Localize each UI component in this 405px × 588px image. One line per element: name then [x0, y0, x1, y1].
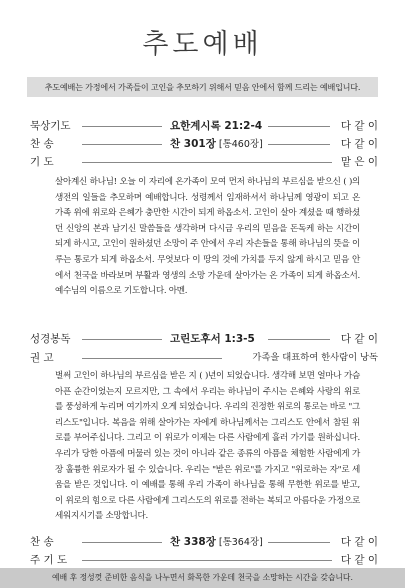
order-row-lords-prayer — [30, 552, 378, 568]
order-row-sermon — [30, 350, 378, 366]
order-label: 묵상기도 — [30, 120, 71, 132]
order-row-hymn-1 — [30, 136, 378, 152]
leader-line — [82, 560, 332, 561]
hymn-number: 찬 338장 [통364장] — [170, 536, 263, 548]
order-participant: 맡 은 이 — [340, 156, 378, 168]
order-row-hymn-2 — [30, 534, 378, 550]
order-label: 기 도 — [30, 156, 54, 168]
order-label: 권 고 — [30, 352, 54, 364]
footer-note: 예배 후 정성껏 준비한 음식을 나누면서 화목한 가운데 천국을 소망하는 시간을 갖습니다. — [0, 568, 405, 588]
order-participant: 다 같 이 — [340, 554, 378, 566]
order-participant: 다 같 이 — [340, 138, 378, 150]
leader-line — [268, 542, 330, 543]
leader-line — [82, 542, 162, 543]
page-title: 추도예배 — [142, 29, 263, 60]
order-label: 찬 송 — [30, 536, 54, 548]
leader-line — [82, 358, 222, 359]
scripture-ref: 요한계시록 21:2-4 — [170, 120, 263, 132]
order-participant: 다 같 이 — [340, 120, 378, 132]
scripture-ref: 고린도후서 1:3-5 — [170, 333, 255, 345]
leader-line — [82, 339, 162, 340]
order-row-silent-prayer — [30, 118, 378, 134]
order-row-prayer — [30, 154, 378, 170]
order-participant: 다 같 이 — [340, 333, 378, 345]
leader-line — [82, 162, 332, 163]
leader-line — [268, 144, 330, 145]
intro-banner: 추도예배는 가정에서 가족들이 고인을 추모하기 위해서 믿음 안에서 함께 드리는 예배입니다. — [27, 77, 378, 97]
order-participant: 다 같 이 — [340, 536, 378, 548]
order-row-reading — [30, 331, 378, 347]
order-label: 찬 송 — [30, 138, 54, 150]
leader-line — [268, 126, 330, 127]
leader-line — [268, 339, 330, 340]
order-label: 성경봉독 — [30, 333, 71, 345]
hymn-number: 찬 301장 [통460장] — [170, 138, 263, 150]
leader-line — [82, 144, 162, 145]
leader-line — [82, 126, 162, 127]
order-label: 주 기 도 — [30, 554, 68, 566]
order-participant: 가족을 대표하여 한사람이 낭독 — [252, 352, 378, 363]
prayer-text: 살아계신 하나님! 오늘 이 자리에 온가족이 모여 먼저 하나님의 부르심을 받으신 ( )의 생전의 일들을 추모하며 예배합니다. 성령께서 임재하셔서 하나님께 영광이 되고 온 가족 위에 위로와 은혜가 충만한 시간이 되게 하옵소서. 고인이 살아 계셨을 때 행하셨던 신앙의 본과 남기신 말씀들을 생각하며 다시금 우리의 믿음을 돈독케 하는 시간이 되게 하시고, 고인이 원하셨던 소망이 주 안에서 우리 자손들을 통해 하나님의 뜻을 이루는 통로가 되게 하옵소서. 무엇보다 이 땅의 것에 가치를 두지 않게 하시고 믿음 안에서 천국을 바라보며 부활과 영생의 소망 가운데 살아가는 온 가족이 되게 하옵소서. 예수님의 이름으로 기도합니다. 아멘. — [55, 177, 360, 297]
sermon-text: 벌써 고인이 하나님의 부르심을 받은 지 ( )년이 되었습니다. 생각해 보면 얼마나 가슴 아픈 순간이었는지 모르지만, 그 속에서 우리는 하나님이 주시는 은혜와 사랑의 위로를 풍성하게 누리며 여기까지 오게 되었습니다. 우리의 진정한 위로의 통로는 바로 "그리스도"입니다. 복음을 위해 살아가는 자에게 하나님께서는 그리스도 안에서 참된 위로를 부어주십니다. 그리고 이 위로가 이제는 다른 사람에게 흘러 가기를 원하십니다. 우리가 당한 아픔에 머물러 있는 것이 아니라 같은 종류의 아픔을 체험한 사람에게 가장 훌륭한 위로자가 될 수 있습니다. 우리는 "받은 위로"를 가지고 "위로하는 자"로 세움을 받은 것입니다. 이 예배를 통해 우리 가족이 하나님을 통해 무한한 위로를 받고, 이 위로의 힘으로 다른 사람에게 그리스도의 위로를 전하는 복되고 아름다운 가정으로 세워지시기를 소망합니다. — [55, 371, 360, 522]
